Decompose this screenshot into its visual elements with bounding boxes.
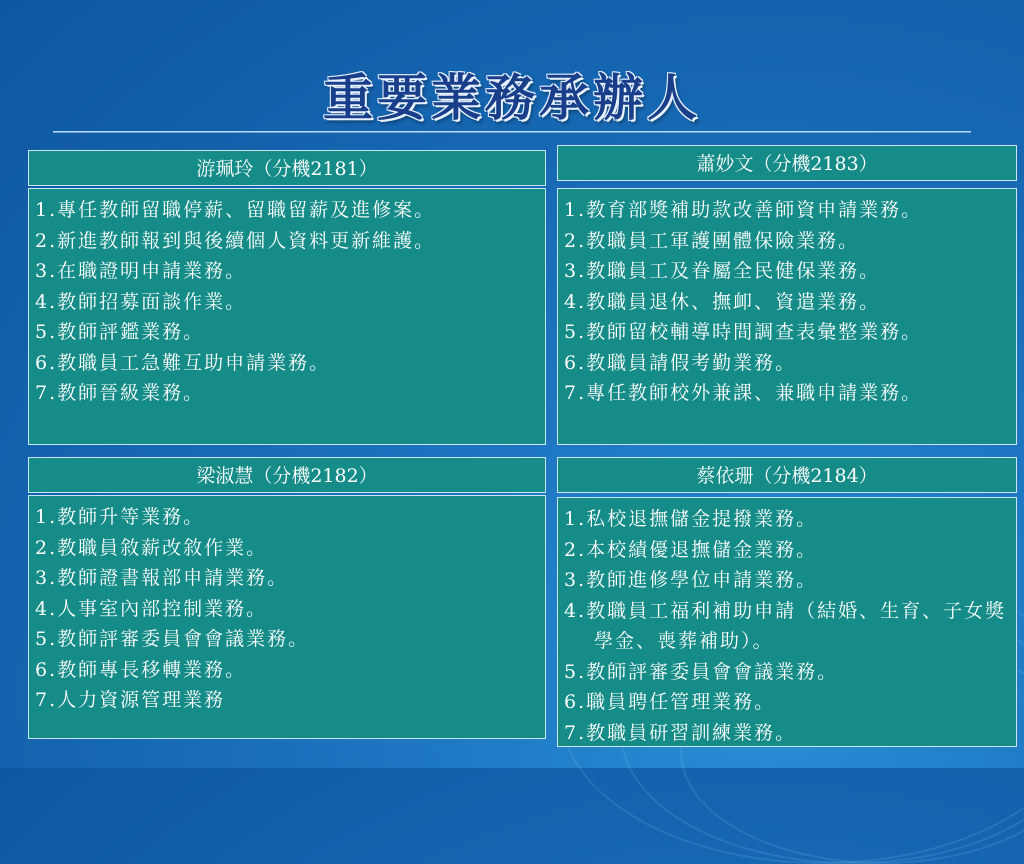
staff-panel-3	[28, 457, 546, 739]
list-item: 4.教職員工福利補助申請（結婚、生育、子女獎學金、喪葬補助）。	[564, 599, 1007, 652]
list-item: 2.新進教師報到與後續個人資料更新維護。	[35, 229, 436, 252]
duty-list	[564, 504, 1012, 748]
list-item: 1.教育部獎補助款改善師資申請業務。	[564, 199, 923, 221]
duty-list	[564, 195, 1012, 409]
duty-list	[35, 195, 541, 409]
staff-panel-1	[28, 150, 546, 445]
list-item: 7.專任教師校外兼課、兼職申請業務。	[564, 382, 923, 404]
list-item: 2.教職員工軍護團體保險業務。	[564, 229, 860, 252]
list-item: 1.私校退撫儲金提撥業務。	[564, 508, 818, 530]
staff-panel-2	[557, 145, 1017, 445]
list-item: 6.教職員請假考勤業務。	[564, 351, 797, 374]
list-item: 3.教職員工及眷屬全民健保業務。	[564, 260, 881, 282]
slide-title: 重要業務承辦人	[323, 68, 701, 127]
list-item: 6.教師專長移轉業務。	[35, 658, 247, 681]
panel-body	[28, 188, 546, 445]
list-item: 6.職員聘任管理業務。	[564, 691, 776, 713]
list-item: 5.教師評審委員會會議業務。	[564, 660, 839, 683]
list-item: 1.專任教師留職停薪、留職留薪及進修案。	[35, 199, 436, 221]
list-item: 1.教師升等業務。	[35, 506, 205, 528]
list-item: 2.教職員敘薪改敘作業。	[35, 536, 268, 559]
list-item: 4.教師招募面談作業。	[35, 290, 247, 313]
panel-heading: 蕭妙文（分機2183）	[557, 145, 1017, 181]
panel-heading: 游珮玲（分機2181）	[28, 150, 546, 186]
list-item: 3.在職證明申請業務。	[35, 260, 247, 282]
list-item: 4.人事室內部控制業務。	[35, 597, 268, 620]
list-item: 4.教職員退休、撫卹、資遣業務。	[564, 290, 881, 313]
panel-heading: 梁淑慧（分機2182）	[28, 457, 546, 493]
list-item: 3.教師進修學位申請業務。	[564, 569, 818, 591]
duty-list	[35, 502, 541, 716]
list-item: 5.教師留校輔導時間調查表彙整業務。	[564, 321, 923, 343]
panel-body	[557, 188, 1017, 445]
panel-heading: 蔡依珊（分機2184）	[557, 457, 1017, 493]
list-item: 5.教師評鑑業務。	[35, 321, 205, 343]
list-item: 3.教師證書報部申請業務。	[35, 567, 289, 589]
panel-body	[557, 497, 1017, 747]
staff-panel-4	[557, 457, 1017, 747]
list-item: 5.教師評審委員會會議業務。	[35, 628, 310, 650]
list-item: 7.教職員研習訓練業務。	[564, 721, 797, 744]
panel-body	[28, 495, 546, 739]
list-item: 6.教職員工急難互助申請業務。	[35, 351, 331, 374]
list-item: 7.教師晉級業務。	[35, 382, 205, 404]
list-item: 7.人力資源管理業務	[35, 689, 226, 711]
title-divider	[53, 131, 971, 133]
list-item: 2.本校績優退撫儲金業務。	[564, 538, 818, 561]
